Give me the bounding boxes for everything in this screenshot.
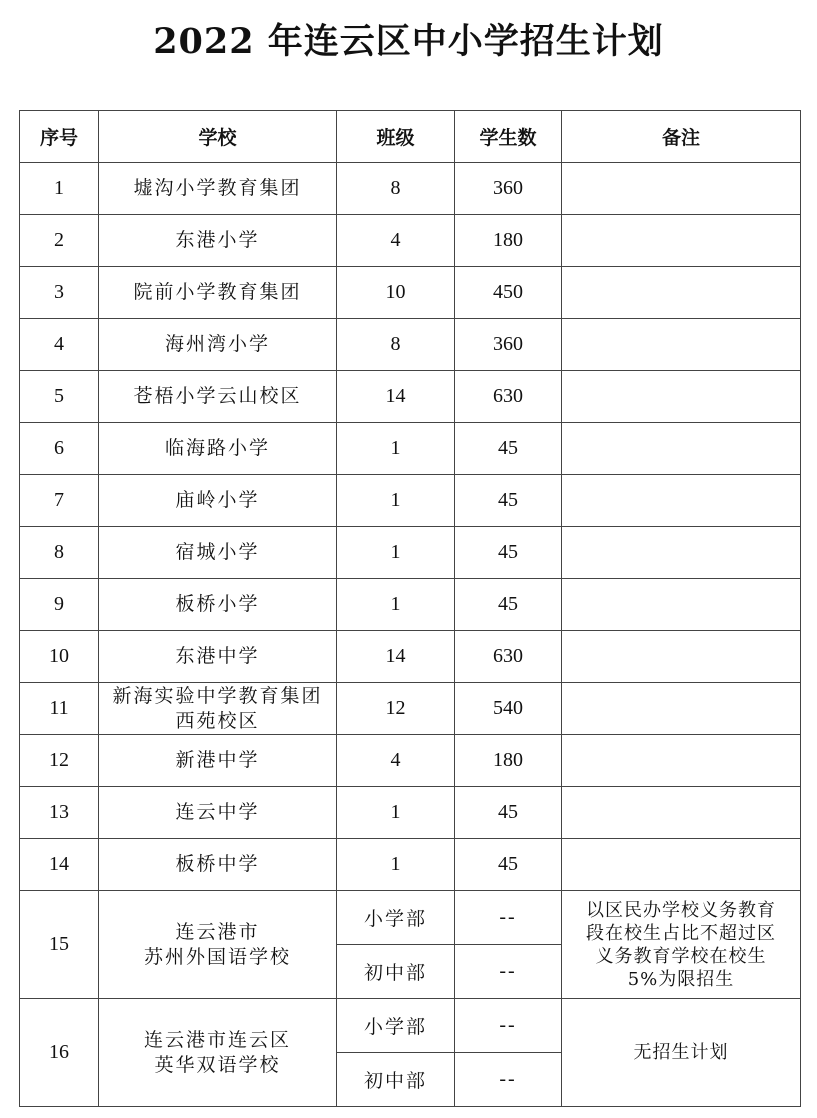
header-row [20, 111, 801, 163]
classes-cell: 4 [337, 215, 455, 267]
table-row [20, 267, 801, 319]
header-classes: 班级 [337, 111, 455, 163]
students-cell: 45 [455, 423, 562, 475]
note-line: 5%为限招生 [627, 968, 735, 990]
note-cell [562, 215, 801, 267]
seq-cell: 7 [20, 475, 99, 527]
table-row [20, 319, 801, 371]
students-cell: 360 [455, 163, 562, 215]
note-cell [562, 735, 801, 787]
seq-cell: 1 [20, 163, 99, 215]
table-row [20, 735, 801, 787]
school-cell: 苍梧小学云山校区 [99, 371, 337, 423]
note-cell [562, 423, 801, 475]
table-row [20, 215, 801, 267]
seq-cell: 9 [20, 579, 99, 631]
school-cell: 新港中学 [99, 735, 337, 787]
note-line: 义务教育学校在校生 [595, 945, 767, 967]
division-cell: 小学部 [337, 999, 455, 1053]
school-cell: 东港小学 [99, 215, 337, 267]
students-cell: 45 [455, 527, 562, 579]
note-cell [562, 163, 801, 215]
table-row [20, 423, 801, 475]
school-cell: 庙岭小学 [99, 475, 337, 527]
division-cell: 初中部 [337, 945, 455, 999]
note-cell [562, 319, 801, 371]
note-cell: 无招生计划 [562, 999, 801, 1107]
classes-cell: 1 [337, 787, 455, 839]
students-cell: 45 [455, 839, 562, 891]
seq-cell: 5 [20, 371, 99, 423]
school-line-2: 苏州外国语学校 [143, 945, 291, 968]
classes-cell: 14 [337, 371, 455, 423]
seq-cell: 12 [20, 735, 99, 787]
seq-cell: 8 [20, 527, 99, 579]
note-cell [562, 839, 801, 891]
students-cell: 630 [455, 631, 562, 683]
note-cell [562, 891, 801, 999]
note-cell [562, 787, 801, 839]
classes-cell: 14 [337, 631, 455, 683]
school-cell: 连云中学 [99, 787, 337, 839]
classes-cell: 8 [337, 319, 455, 371]
school-cell: 院前小学教育集团 [99, 267, 337, 319]
classes-cell: 12 [337, 683, 455, 735]
students-cell: 630 [455, 371, 562, 423]
students-cell: 45 [455, 787, 562, 839]
division-cell: 小学部 [337, 891, 455, 945]
students-cell: -- [455, 999, 562, 1053]
school-cell: 海州湾小学 [99, 319, 337, 371]
seq-cell: 6 [20, 423, 99, 475]
header-school: 学校 [99, 111, 337, 163]
page-title: 2022 年连云区中小学招生计划 [153, 21, 664, 62]
header-note: 备注 [562, 111, 801, 163]
classes-cell: 10 [337, 267, 455, 319]
students-cell: 45 [455, 475, 562, 527]
school-cell: 板桥小学 [99, 579, 337, 631]
table-row [20, 475, 801, 527]
header-seq: 序号 [20, 111, 99, 163]
students-cell: 180 [455, 215, 562, 267]
note-cell [562, 579, 801, 631]
note-cell [562, 527, 801, 579]
seq-cell: 14 [20, 839, 99, 891]
table-row [20, 891, 801, 945]
school-cell [99, 891, 337, 999]
seq-cell: 2 [20, 215, 99, 267]
note-cell [562, 631, 801, 683]
school-line-1: 新海实验中学教育集团 [112, 684, 323, 707]
table-row [20, 527, 801, 579]
students-cell: 450 [455, 267, 562, 319]
school-cell [99, 683, 337, 735]
seq-cell: 11 [20, 683, 99, 735]
students-cell: 540 [455, 683, 562, 735]
classes-cell: 8 [337, 163, 455, 215]
students-cell: 180 [455, 735, 562, 787]
classes-cell: 1 [337, 579, 455, 631]
note-cell [562, 475, 801, 527]
seq-cell: 16 [20, 999, 99, 1107]
school-cell: 东港中学 [99, 631, 337, 683]
note-cell [562, 371, 801, 423]
note-line: 段在校生占比不超过区 [586, 922, 776, 944]
table-row [20, 163, 801, 215]
school-line-1: 连云港市连云区 [143, 1028, 291, 1051]
students-cell: -- [455, 891, 562, 945]
students-cell: 360 [455, 319, 562, 371]
header-students: 学生数 [455, 111, 562, 163]
students-cell: 45 [455, 579, 562, 631]
students-cell: -- [455, 1053, 562, 1107]
note-cell [562, 267, 801, 319]
seq-cell: 3 [20, 267, 99, 319]
classes-cell: 1 [337, 475, 455, 527]
seq-cell: 4 [20, 319, 99, 371]
table-row [20, 787, 801, 839]
school-cell: 宿城小学 [99, 527, 337, 579]
classes-cell: 1 [337, 527, 455, 579]
school-line-2: 西苑校区 [175, 709, 260, 732]
table-row [20, 999, 801, 1053]
classes-cell: 1 [337, 423, 455, 475]
table-row [20, 839, 801, 891]
seq-cell: 13 [20, 787, 99, 839]
table-row [20, 579, 801, 631]
note-cell [562, 683, 801, 735]
table-row [20, 371, 801, 423]
division-cell: 初中部 [337, 1053, 455, 1107]
classes-cell: 1 [337, 839, 455, 891]
table-row [20, 683, 801, 735]
seq-cell: 10 [20, 631, 99, 683]
note-line: 以区民办学校义务教育 [586, 899, 776, 921]
school-cell: 临海路小学 [99, 423, 337, 475]
school-line-2: 英华双语学校 [154, 1053, 281, 1076]
enrollment-table [19, 110, 801, 1107]
classes-cell: 4 [337, 735, 455, 787]
school-cell [99, 999, 337, 1107]
school-cell: 墟沟小学教育集团 [99, 163, 337, 215]
school-line-1: 连云港市 [175, 920, 260, 943]
students-cell: -- [455, 945, 562, 999]
seq-cell: 15 [20, 891, 99, 999]
school-cell: 板桥中学 [99, 839, 337, 891]
table-row [20, 631, 801, 683]
